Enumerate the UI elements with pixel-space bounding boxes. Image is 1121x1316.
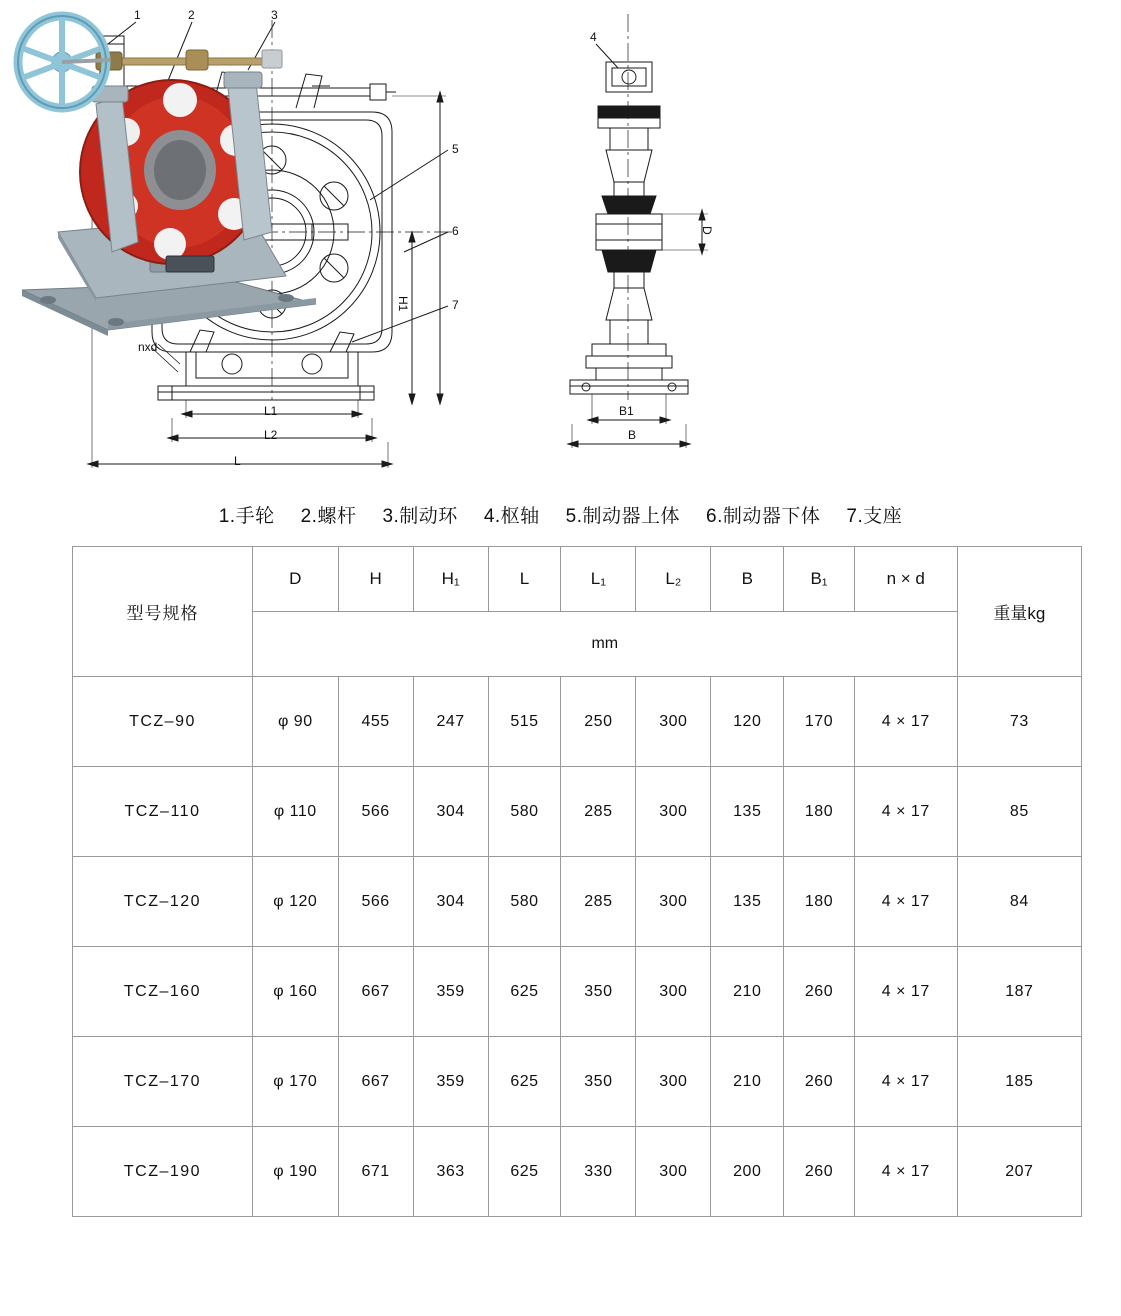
cell-l: 580	[488, 767, 561, 857]
cell-model: TCZ–160	[73, 947, 253, 1037]
dim-label-h1: H1	[396, 296, 410, 312]
table-header-l2: L₂	[636, 547, 711, 612]
cell-model: TCZ–90	[73, 677, 253, 767]
cell-l1: 285	[561, 857, 636, 947]
cell-l1: 350	[561, 947, 636, 1037]
specification-table	[72, 546, 1082, 1217]
cell-nxd: 4 × 17	[854, 1127, 957, 1217]
cell-nxd: 4 × 17	[854, 677, 957, 767]
cell-b1: 170	[784, 677, 855, 767]
cell-h: 455	[338, 677, 413, 767]
cell-b1: 260	[784, 1127, 855, 1217]
dim-label-b1: B1	[619, 404, 634, 418]
cell-l: 625	[488, 947, 561, 1037]
cell-nxd: 4 × 17	[854, 947, 957, 1037]
cell-l1: 330	[561, 1127, 636, 1217]
table-header-d: D	[252, 547, 338, 612]
table-row	[73, 857, 1082, 947]
table-header-unit: mm	[252, 612, 957, 677]
cell-weight: 207	[957, 1127, 1081, 1217]
dim-label-b: B	[628, 428, 637, 442]
table-row	[73, 767, 1082, 857]
table-header-h: H	[338, 547, 413, 612]
cell-d: φ 90	[252, 677, 338, 767]
cell-b1: 260	[784, 947, 855, 1037]
cell-h: 667	[338, 1037, 413, 1127]
cell-model: TCZ–170	[73, 1037, 253, 1127]
cell-d: φ 170	[252, 1037, 338, 1127]
cell-d: φ 190	[252, 1127, 338, 1217]
cell-l2: 300	[636, 857, 711, 947]
callout-6: 6	[452, 224, 459, 238]
cell-h1: 359	[413, 947, 488, 1037]
cell-l2: 300	[636, 767, 711, 857]
cell-b: 210	[711, 947, 784, 1037]
cell-h: 566	[338, 767, 413, 857]
table-row	[73, 1127, 1082, 1217]
cell-nxd: 4 × 17	[854, 767, 957, 857]
callout-3: 3	[271, 8, 278, 22]
cell-b1: 260	[784, 1037, 855, 1127]
table-header-model: 型号规格	[73, 547, 253, 677]
cell-nxd: 4 × 17	[854, 1037, 957, 1127]
table-header-b1: B₁	[784, 547, 855, 612]
callout-7: 7	[452, 298, 459, 312]
cell-l1: 285	[561, 767, 636, 857]
legend-item-6: 6.制动器下体	[706, 505, 821, 527]
cell-model: TCZ–120	[73, 857, 253, 947]
cell-b1: 180	[784, 767, 855, 857]
cell-l2: 300	[636, 1127, 711, 1217]
dim-label-l: L	[234, 454, 241, 468]
cell-l: 625	[488, 1127, 561, 1217]
table-header-b: B	[711, 547, 784, 612]
legend-item-5: 5.制动器上体	[565, 505, 681, 527]
legend-item-4: 4.枢轴	[483, 505, 540, 527]
cell-weight: 187	[957, 947, 1081, 1037]
cell-l1: 350	[561, 1037, 636, 1127]
cell-b: 210	[711, 1037, 784, 1127]
callout-1: 1	[134, 8, 141, 22]
table-header-h1: H₁	[413, 547, 488, 612]
cell-l: 515	[488, 677, 561, 767]
table-header-weight: 重量kg	[957, 547, 1081, 677]
table-row	[73, 677, 1082, 767]
cell-model: TCZ–110	[73, 767, 253, 857]
cell-h1: 247	[413, 677, 488, 767]
cell-l: 625	[488, 1037, 561, 1127]
parts-legend	[0, 490, 1121, 538]
dim-label-l1: L1	[264, 404, 278, 418]
product-photo	[0, 0, 330, 340]
dim-label-l2: L2	[264, 428, 278, 442]
cell-l2: 300	[636, 947, 711, 1037]
cell-h: 566	[338, 857, 413, 947]
cell-d: φ 120	[252, 857, 338, 947]
cell-l1: 250	[561, 677, 636, 767]
legend-item-2: 2.螺杆	[300, 505, 357, 527]
table-header-l: L	[488, 547, 561, 612]
legend-item-7: 7.支座	[846, 505, 903, 527]
table-header-l1: L₁	[561, 547, 636, 612]
legend-item-3: 3.制动环	[382, 505, 458, 527]
cell-b: 135	[711, 857, 784, 947]
cell-b1: 180	[784, 857, 855, 947]
callout-4: 4	[590, 30, 597, 44]
cell-b: 135	[711, 767, 784, 857]
cell-d: φ 110	[252, 767, 338, 857]
cell-h1: 304	[413, 857, 488, 947]
cell-weight: 84	[957, 857, 1081, 947]
cell-h: 667	[338, 947, 413, 1037]
cell-weight: 185	[957, 1037, 1081, 1127]
cell-h1: 359	[413, 1037, 488, 1127]
table-header-nxd: n × d	[854, 547, 957, 612]
cell-b: 200	[711, 1127, 784, 1217]
cell-nxd: 4 × 17	[854, 857, 957, 947]
dim-label-d: D	[700, 226, 714, 235]
legend-item-1: 1.手轮	[218, 505, 275, 527]
dim-label-nxd: nxd	[138, 340, 158, 354]
cell-l2: 300	[636, 1037, 711, 1127]
cell-d: φ 160	[252, 947, 338, 1037]
cell-l: 580	[488, 857, 561, 947]
cell-h1: 304	[413, 767, 488, 857]
side-view-drawing	[540, 0, 740, 490]
cell-b: 120	[711, 677, 784, 767]
table-row	[73, 1037, 1082, 1127]
table-row	[73, 947, 1082, 1037]
callout-5: 5	[452, 142, 459, 156]
callout-2: 2	[188, 8, 195, 22]
cell-weight: 85	[957, 767, 1081, 857]
cell-model: TCZ–190	[73, 1127, 253, 1217]
cell-weight: 73	[957, 677, 1081, 767]
cell-h1: 363	[413, 1127, 488, 1217]
technical-drawing-area	[0, 0, 1121, 490]
specification-table-wrapper	[72, 546, 1083, 1217]
cell-h: 671	[338, 1127, 413, 1217]
cell-l2: 300	[636, 677, 711, 767]
